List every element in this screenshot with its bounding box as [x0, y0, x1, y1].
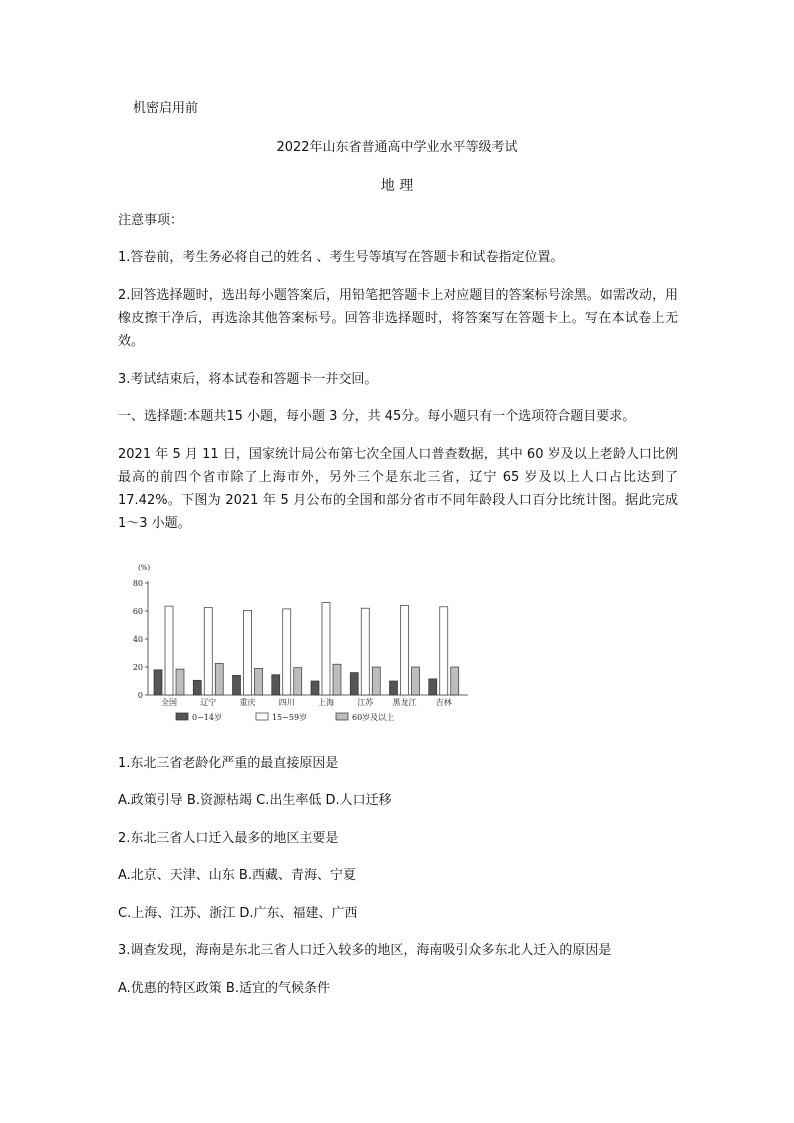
notice-item-1: 1.答卷前，考生务必将自己的姓名 、考生号等填写在答题卡和试卷指定位置。: [118, 250, 564, 265]
bar-1-8: [429, 679, 437, 695]
bar-1-7: [390, 681, 398, 695]
subject-title: 地 理: [380, 178, 414, 194]
legend-label: 15~59岁: [272, 713, 308, 722]
bar-2-1: [165, 606, 173, 695]
bar-3-8: [451, 667, 459, 695]
bar-1-4: [272, 675, 280, 695]
question-1-options: A.政策引导 B.资源枯竭 C.出生率低 D.人口迁移: [118, 793, 392, 808]
legend-label: 60岁及以上: [352, 713, 395, 722]
bar-3-7: [412, 667, 420, 695]
section-intro: 2021 年 5 月 11 日，国家统计局公布第七次全国人口普查数据，其中 60 岁及以上老龄人口比例最高的前四个省市除了上海市外，另外三个是东北三省，辽宁 65 岁及以上人口占比达到了 17.42%。下图为 2021 年 5 月公布的全国和部分省市不同年龄段人口百分比统计图。据此完成 1～3 小题。: [118, 447, 678, 531]
question-3-options: A.优惠的特区政策 B.适宜的气候条件: [118, 981, 330, 996]
bar-2-7: [401, 605, 409, 695]
chart-legend: [176, 712, 394, 722]
legend-swatch: [336, 713, 348, 720]
y-tick-label: 40: [132, 635, 143, 644]
y-tick-label: 80: [132, 579, 143, 588]
question-3-stem: 3.调查发现，海南是东北三省人口迁入较多的地区，海南吸引众多东北人迁入的原因是: [118, 943, 612, 958]
x-category-label: 上海: [318, 698, 334, 707]
y-tick-label: 60: [132, 607, 143, 616]
legend-swatch: [176, 713, 188, 720]
bar-1-6: [350, 673, 358, 695]
bar-3-5: [333, 664, 341, 695]
y-tick-label: 0: [137, 691, 143, 700]
question-2-options-b: C.上海、江苏、浙江 D.广东、福建、广西: [118, 906, 358, 921]
bar-2-8: [440, 607, 448, 695]
bar-1-1: [154, 670, 162, 695]
bar-2-6: [361, 608, 369, 695]
bar-3-3: [255, 668, 263, 695]
notice-heading: 注意事项：: [118, 213, 184, 228]
question-2-stem: 2.东北三省人口迁入最多的地区主要是: [118, 831, 339, 846]
x-category-label: 江苏: [357, 698, 374, 707]
bar-1-5: [311, 681, 319, 695]
bar-3-6: [372, 667, 380, 695]
exam-title: 2022年山东省普通高中学业水平等级考试: [276, 140, 518, 155]
x-category-label: 四川: [278, 698, 295, 707]
bar-2-3: [244, 610, 252, 695]
y-tick-label: 20: [132, 663, 143, 672]
bar-3-4: [294, 668, 302, 695]
bar-1-2: [193, 680, 201, 695]
legend-swatch: [256, 713, 268, 720]
bar-3-1: [176, 669, 184, 695]
x-category-label: 重庆: [239, 698, 256, 707]
notice-item-2: 2.回答选择题时，选出每小题答案后，用铅笔把答题卡上对应题目的答案标号涂黑。如需改动，用橡皮擦干净后，再选涂其他答案标号。回答非选择题时，将答案写在答题卡上。写在本试卷上无效。: [118, 288, 678, 349]
x-category-label: 黑龙江: [392, 698, 417, 707]
bar-1-3: [233, 675, 241, 695]
chart-bars: [154, 603, 459, 695]
x-category-label: 辽宁: [200, 698, 217, 707]
legend-label: 0~14岁: [192, 713, 222, 722]
notice-item-3: 3.考试结束后，将本试卷和答题卡一并交回。: [118, 372, 378, 387]
question-2-options-a: A.北京、天津、山东 B.西藏、青海、宁夏: [118, 868, 356, 883]
y-axis-unit-label: (%): [138, 564, 151, 572]
bar-3-2: [215, 664, 223, 696]
bar-2-5: [322, 603, 330, 695]
x-category-label: 吉林: [435, 698, 452, 707]
section-heading: 一、选择题:本题共15 小题，每小题 3 分，共 45分。每小题只有一个选项符合题目要求。: [118, 409, 636, 424]
population-bar-chart: [118, 562, 478, 732]
x-category-label: 全国: [161, 698, 177, 707]
question-1-stem: 1.东北三省老龄化严重的最直接原因是: [118, 756, 339, 771]
bar-2-4: [283, 609, 291, 695]
bar-2-2: [204, 608, 212, 696]
confidential-label: 机密启用前: [133, 101, 199, 116]
